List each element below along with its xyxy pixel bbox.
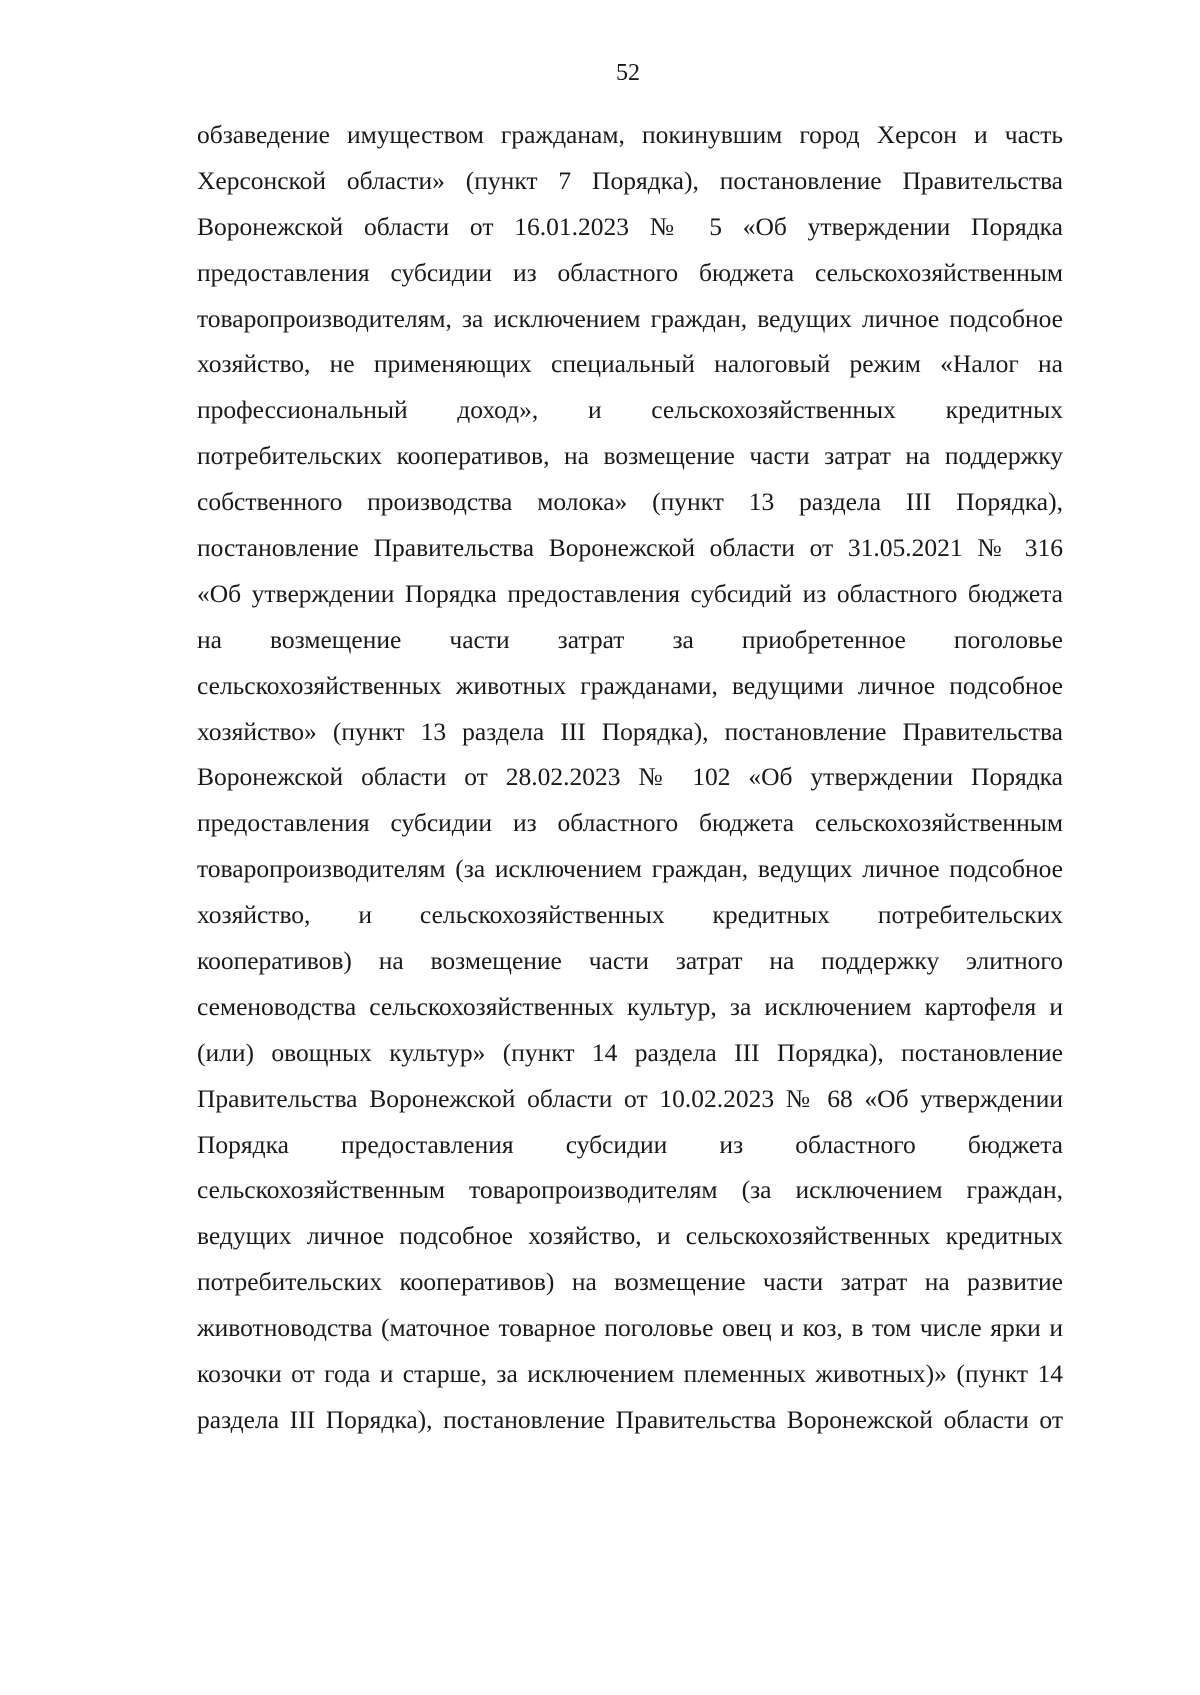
text-line: Правительства Воронежской области от 10.02.2023 № 68 «Об утверждении <box>197 1083 1063 1113</box>
text-line: (или) овощных культур» (пункт 14 раздела III Порядка), постановление <box>197 1037 1063 1067</box>
text-line: Порядка предоставления субсидии из областного бюджета <box>197 1129 1063 1159</box>
text-line: профессиональный доход», и сельскохозяйственных кредитных <box>197 395 1063 425</box>
text-line: семеноводства сельскохозяйственных культур, за исключением картофеля и <box>197 991 1063 1021</box>
text-line: потребительских кооперативов) на возмещение части затрат на развитие <box>197 1267 1063 1297</box>
text-line: хозяйство, и сельскохозяйственных кредитных потребительских <box>197 900 1063 930</box>
text-line: предоставления субсидии из областного бюджета сельскохозяйственным <box>197 257 1063 287</box>
text-line: «Об утверждении Порядка предоставления субсидий из областного бюджета <box>197 578 1063 608</box>
text-line: на возмещение части затрат за приобретенное поголовье <box>197 624 1063 654</box>
text-line: ведущих личное подсобное хозяйство, и сельскохозяйственных кредитных <box>197 1221 1063 1251</box>
text-line: кооперативов) на возмещение части затрат на поддержку элитного <box>197 946 1063 976</box>
text-line: товаропроизводителям (за исключением граждан, ведущих личное подсобное <box>197 854 1063 884</box>
text-line: Херсонской области» (пункт 7 Порядка), постановление Правительства <box>197 165 1063 195</box>
text-line: собственного производства молока» (пункт 13 раздела III Порядка), <box>197 487 1063 517</box>
text-line: животноводства (маточное товарное поголовье овец и коз, в том числе ярки и <box>197 1313 1063 1343</box>
text-line: хозяйство» (пункт 13 раздела III Порядка), постановление Правительства <box>197 716 1063 746</box>
page-number: 52 <box>616 60 640 86</box>
text-line: потребительских кооперативов, на возмещение части затрат на поддержку <box>197 441 1063 471</box>
text-line: обзаведение имуществом гражданам, покинувшим город Херсон и часть <box>197 120 1063 149</box>
text-line: сельскохозяйственным товаропроизводителям (за исключением граждан, <box>197 1175 1063 1205</box>
text-line: Воронежской области от 16.01.2023 № 5 «Об утверждении Порядка <box>197 211 1063 241</box>
document-body <box>197 112 1063 1443</box>
text-line: товаропроизводителям, за исключением граждан, ведущих личное подсобное <box>197 303 1063 333</box>
text-line: раздела III Порядка), постановление Правительства Воронежской области от <box>197 1404 1063 1434</box>
text-line: козочки от года и старше, за исключением племенных животных)» (пункт 14 <box>197 1359 1063 1389</box>
text-line: хозяйство, не применяющих специальный налоговый режим «Налог на <box>197 349 1063 379</box>
text-line: постановление Правительства Воронежской области от 31.05.2021 № 316 <box>197 533 1063 563</box>
text-line: Воронежской области от 28.02.2023 № 102 «Об утверждении Порядка <box>197 762 1063 792</box>
text-line: сельскохозяйственных животных гражданами, ведущими личное подсобное <box>197 670 1063 700</box>
text-line: предоставления субсидии из областного бюджета сельскохозяйственным <box>197 808 1063 838</box>
